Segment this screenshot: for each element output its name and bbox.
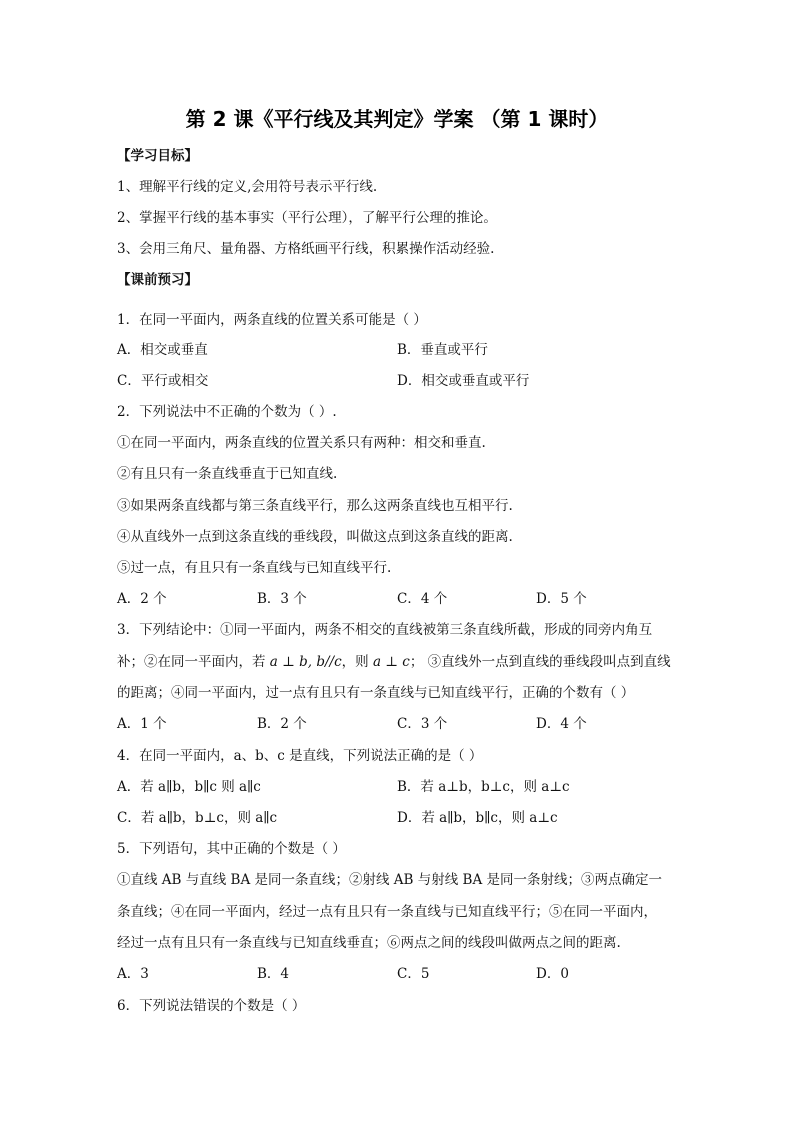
q2-stem: 2．下列说法中不正确的个数为（ ）.: [117, 404, 337, 420]
q6-stem: 6．下列说法错误的个数是（ ）: [117, 998, 306, 1014]
q4-option-a: A．若 a∥b，b∥c 则 a∥c: [117, 779, 261, 795]
q1-option-d: D．相交或垂直或平行: [397, 373, 530, 389]
goal-1: 1、理解平行线的定义,会用符号表示平行线.: [117, 179, 378, 195]
goal-2: 2、掌握平行线的基本事实（平行公理），了解平行公理的推论。: [117, 210, 497, 226]
q1-option-a: A．相交或垂直: [117, 342, 208, 358]
q5-line-2: 条直线；④在同一平面内，经过一点有且只有一条直线与已知直线平行；⑤在同一平面内，: [117, 904, 657, 920]
q3-option-a: A．1 个: [117, 716, 167, 732]
q3-math-conclusion: a ⊥ c: [372, 654, 410, 670]
q4-option-c: C．若 a∥b，b⊥c，则 a∥c: [117, 810, 278, 826]
q3-line-2: [117, 653, 687, 671]
q3-line-2-text-c: ； ③直线外一点到直线的垂线段叫点到直线: [409, 654, 671, 670]
goal-3: 3、会用三角尺、量角器、方格纸画平行线，积累操作活动经验.: [117, 241, 495, 257]
preview-heading: 【课前预习】: [117, 272, 198, 288]
q4-stem: 4．在同一平面内，a、b、c 是直线，下列说法正确的是（ ）: [117, 748, 483, 764]
q5-option-b: B．4: [257, 966, 290, 982]
q3-line-2-text-b: ，则: [341, 654, 373, 670]
q2-option-d: D．5 个: [536, 591, 587, 607]
q5-line-3: 经过一点有且只有一条直线与已知直线垂直；⑥两点之间的线段叫做两点之间的距离.: [117, 935, 621, 951]
q5-line-1: ①直线 AB 与直线 BA 是同一条直线；②射线 AB 与射线 BA 是同一条射线；③两点确定一: [117, 872, 663, 888]
q1-option-c: C．平行或相交: [117, 373, 209, 389]
q3-math-condition: a ⊥ b, b//c: [269, 654, 342, 670]
q5-option-a: A．3: [117, 966, 149, 982]
q5-option-c: C．5: [397, 966, 430, 982]
q3-line-2-text-a: 补；②在同一平面内，若: [117, 654, 270, 670]
q2-option-b: B．3 个: [257, 591, 307, 607]
q2-item-5: ⑤过一点，有且只有一条直线与已知直线平行.: [117, 560, 392, 576]
q2-item-3: ③如果两条直线都与第三条直线平行，那么这两条直线也互相平行.: [117, 498, 513, 514]
q3-option-b: B．2 个: [257, 716, 307, 732]
q1-option-b: B．垂直或平行: [397, 342, 488, 358]
q5-stem: 5．下列语句，其中正确的个数是（ ）: [117, 841, 346, 857]
q2-item-2: ②有且只有一条直线垂直于已知直线.: [117, 466, 338, 482]
q4-option-d: D．若 a∥b，b∥c，则 a⊥c: [397, 810, 558, 826]
q2-option-a: A．2 个: [117, 591, 167, 607]
q4-option-b: B．若 a⊥b，b⊥c，则 a⊥c: [397, 779, 570, 795]
q3-option-d: D．4 个: [536, 716, 587, 732]
q2-item-1: ①在同一平面内，两条直线的位置关系只有两种：相交和垂直.: [117, 435, 486, 451]
goals-heading: 【学习目标】: [117, 148, 198, 164]
page-title: 第 2 课《平行线及其判定》学案 （第 1 课时）: [185, 107, 609, 131]
q1-stem: 1．在同一平面内，两条直线的位置关系可能是（ ）: [117, 312, 427, 328]
q2-item-4: ④从直线外一点到这条直线的垂线段，叫做这点到这条直线的距离.: [117, 529, 513, 545]
q3-line-3: 的距离；④同一平面内，过一点有且只有一条直线与已知直线平行，正确的个数有（ ）: [117, 685, 635, 701]
q5-option-d: D．0: [536, 966, 569, 982]
q3-line-1: 3．下列结论中：①同一平面内，两条不相交的直线被第三条直线所截，形成的同旁内角互: [117, 622, 653, 638]
q3-option-c: C．3 个: [397, 716, 448, 732]
q2-option-c: C．4 个: [397, 591, 448, 607]
